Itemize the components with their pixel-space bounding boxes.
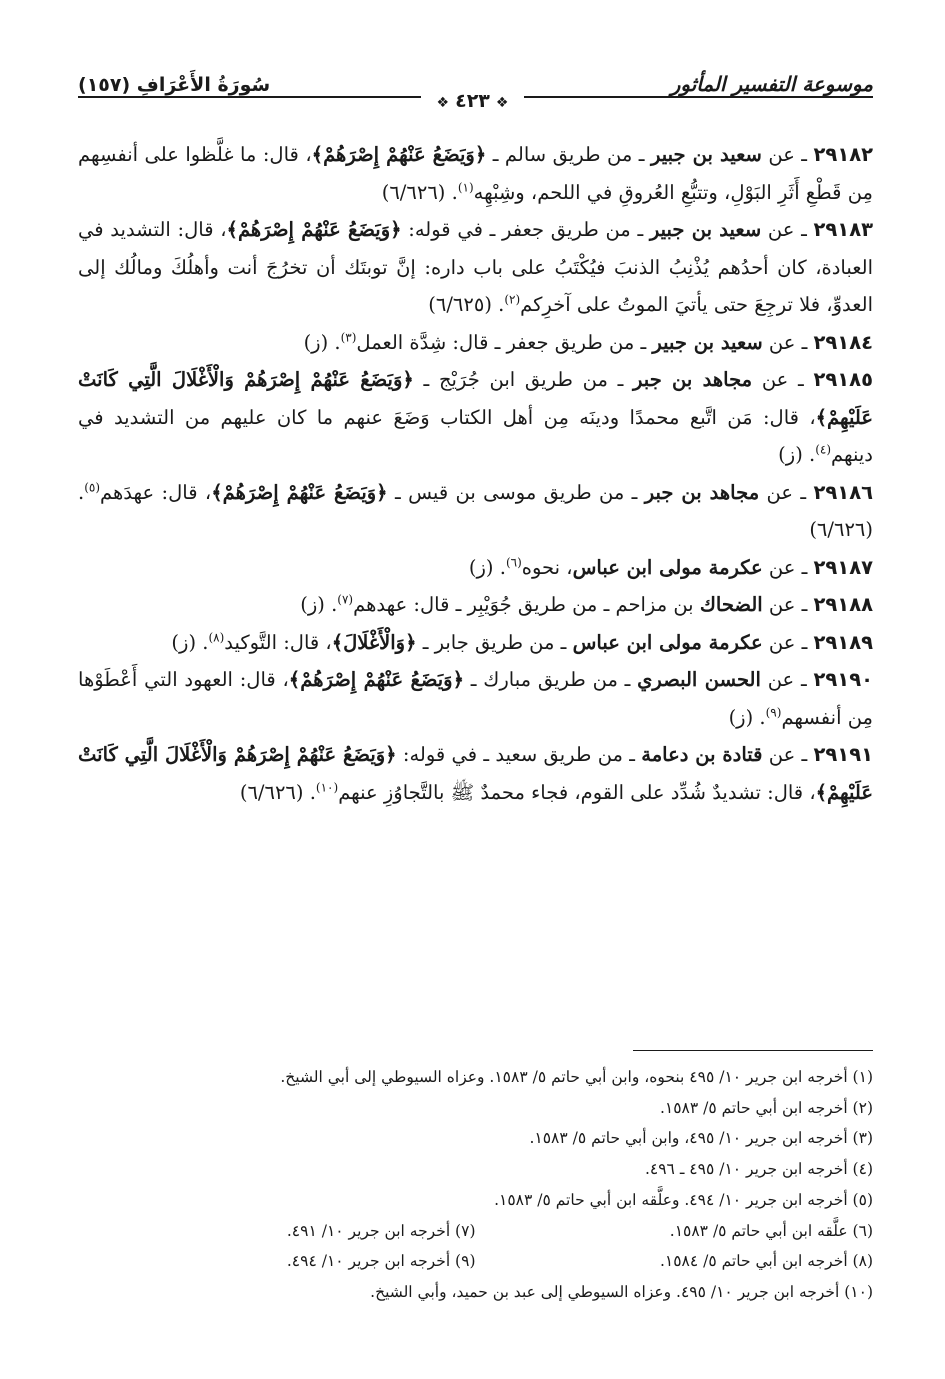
text-run: ـ من طريق ابن جُرَيْج ـ [413,368,634,391]
footnote-ref: (٥) [84,480,101,494]
narrator-name: قتادة بن دعامة [641,743,763,766]
footnote: (٨) أخرجه ابن أبي حاتم ٥/ ١٥٨٤. [659,1252,873,1271]
narration-number: ٢٩١٨٢ [813,143,874,166]
footnote: (٥) أخرجه ابن جرير ١٠/ ٤٩٤. وعلَّقه ابن أبي حاتم ٥/ ١٥٨٣. [494,1190,873,1209]
text-run: ـ عن [762,630,814,654]
narration-entry [78,361,873,474]
text-run: ، قال: عهدَهم [100,480,212,504]
text-run: ـ عن [760,668,814,691]
narrator-name: عكرمة مولى ابن عباس [572,630,763,654]
narration-entry [78,586,873,624]
footnote-ref: (٨) [208,630,225,644]
text-run: ، قال: مَن اتَّبع محمدًا ودينَه مِن أهل الكتاب وَضَعَ عنهم ما كان عليهم من التشديد في دينهم [78,405,873,466]
footnote: (١٠) أخرجه ابن جرير ١٠/ ٤٩٥. وعزاه السيوطي إلى عبد بن حميد، وأبي الشيخ. [370,1282,873,1301]
text-run: ـ من طريق سعيد ـ في قوله: [396,743,642,766]
narration-number: ٢٩١٩٠ [813,668,873,691]
reference-tag: . (٦/٦٢٥) [428,293,505,316]
narration-entry [78,474,873,549]
quran-quote: ﴿وَيَضَعُ عَنْهُمْ إِصْرَهُمْ وَالْأَغْلَالَ الَّتِي كَانَتْ عَلَيْهِمْ﴾ [78,368,873,429]
reference-tag: . (ز) [468,555,506,579]
narration-entry [78,211,873,324]
narrator-name: الحسن البصري [637,668,761,691]
quran-quote: ﴿وَيَضَعُ عَنْهُمْ إِصْرَهُمْ﴾ [211,480,388,504]
reference-tag: . (ز) [728,705,766,729]
quran-quote: ﴿وَيَضَعُ عَنْهُمْ إِصْرَهُمْ﴾ [226,218,402,241]
text-run: ، قال: العهود التي أَعْطَوْها مِن أنفسهم [78,668,873,729]
page-number [421,90,525,112]
narration-entry [78,624,873,662]
footnotes [78,1062,873,1308]
narration-entry [78,136,873,211]
text-run: ، قال: التَّوكيد [224,630,332,654]
narration-entry [78,549,873,587]
surah-title: سُورَةُ الأَعْرَافِ (١٥٧) [78,74,271,96]
text-run: ـ عن [752,368,814,391]
book-title: موسوعة التفسير المأثور [670,72,873,96]
reference-tag: . (ز) [300,593,338,616]
narration-entry [78,324,873,362]
footnote-ref: (٤) [815,442,832,457]
quran-quote: ﴿وَيَضَعُ عَنْهُمْ إِصْرَهُمْ﴾ [311,143,487,166]
reference-tag: . (ز) [171,630,209,654]
footnote-ref: (١٠) [315,780,339,794]
footnote-ref: (٧) [337,592,354,607]
text-run: ـ من طريق جعفر ـ قال: شِدَّة العمل [356,330,653,354]
reference-tag: . (٦/٦٢٦) [381,180,458,204]
narration-number: ٢٩١٨٦ [813,480,873,504]
text-run: ، نحوه [521,555,573,579]
text-run: ـ عن [761,218,814,241]
text-run: ـ عن [762,593,814,616]
quran-quote: ﴿وَيَضَعُ عَنْهُمْ إِصْرَهُمْ﴾ [288,668,465,691]
narration-number: ٢٩١٨٨ [813,593,873,616]
narration-number: ٢٩١٨٩ [813,630,873,654]
narration-number: ٢٩١٨٥ [813,368,873,391]
reference-tag: . (٦/٦٢٦) [239,780,316,804]
footnote-ref: (٩) [765,705,782,719]
narrator-name: عكرمة مولى ابن عباس [572,555,763,579]
reference-tag: . (ز) [303,330,341,354]
narration-entry [78,736,873,811]
text-run: ـ عن [762,555,814,579]
footnote-ref: (٢) [504,292,521,307]
page-number-wrap [0,90,945,112]
footnote-ref: (٦) [505,555,522,569]
reference-tag: . (ز) [778,443,816,466]
text-run: ـ من طريق جابر ـ [416,630,573,654]
text-run: ـ من طريق سالم ـ [486,143,652,166]
text-run: بن مزاحم ـ من طريق جُوَيْبِر ـ قال: عهدهم [353,593,700,616]
footnote: (٢) أخرجه ابن أبي حاتم ٥/ ١٥٨٣. [659,1098,873,1117]
footnote: (١) أخرجه ابن جرير ١٠/ ٤٩٥ بنحوه، وابن أبي حاتم ٥/ ١٥٨٣. وعزاه السيوطي إلى أبي الشيخ. [280,1068,873,1086]
text-run: ـ من طريق مبارك ـ [464,668,638,691]
narration-number: ٢٩١٨٣ [813,218,873,241]
footnote-row [78,1216,873,1247]
quran-quote: ﴿وَيَضَعُ عَنْهُمْ إِصْرَهُمْ وَالْأَغْلَالَ الَّتِي كَانَتْ عَلَيْهِمْ﴾ [78,743,873,804]
text-run: ، قال: تشديدٌ شُدِّد على القوم، فجاء محمدٌ ﷺ بالتَّجاوُزِ عنهم [338,780,816,804]
narrator-name: مجاهد بن جبر [633,368,753,391]
footnote: (٣) أخرجه ابن جرير ١٠/ ٤٩٥، وابن أبي حاتم ٥/ ١٥٨٣. [529,1129,873,1148]
narrator-name: سعيد بن جبير [649,218,762,241]
footnote: (٦) علَّقه ابن أبي حاتم ٥/ ١٥٨٣. [669,1221,873,1240]
narrator-name: سعيد بن جبير [652,330,763,354]
text-run: ، قال: التشديد في العبادة، كان أحدُهم يُذْنِبُ الذنبَ فيُكْتَبُ على باب داره: إنَّ توبتَك أن تخرُجَ أنت وأهلُكَ ومالُك إلى العدوِّ، فلا ترجِعَ حتى يأتيَ الموتُ على آخرِكم [78,218,873,316]
reference-tag: . (٦/٦٢٦) [78,480,873,541]
footnote: (٩) أخرجه ابن جرير ١٠/ ٤٩٤. [286,1252,476,1271]
narration-number: ٢٩١٨٧ [813,555,873,579]
quran-quote: ﴿وَالْأَغْلَالَ﴾ [331,630,417,654]
text-run: ـ عن [761,143,814,166]
text-run: ـ من طريق جعفر ـ في قوله: [401,218,650,241]
ornament-right-icon: ❖ [495,95,509,111]
footnote-row [78,1246,873,1277]
text-run: ـ عن [762,330,814,354]
footnote-ref: (٣) [340,330,357,344]
narrator-name: مجاهد بن جبر [644,480,760,504]
footnote: (٧) أخرجه ابن جرير ١٠/ ٤٩١. [286,1221,476,1240]
ornament-left-icon: ❖ [436,95,450,111]
text-run: ـ من طريق موسى بن قيس ـ [387,480,645,504]
narration-number: ٢٩١٨٤ [813,330,873,354]
footnote: (٤) أخرجه ابن جرير ١٠/ ٤٩٥ ـ ٤٩٦. [644,1160,873,1179]
text-run: ـ عن [762,743,814,766]
footnote-ref: (١) [457,180,474,194]
footnote-separator [633,1050,873,1051]
narrator-name: سعيد بن جبير [651,143,762,166]
narration-number: ٢٩١٩١ [813,743,873,766]
text-run: ، قال: ما غلَّظوا على أنفسِهم مِن قَطْعِ أَثَرِ البَوْلِ، وتتبُّعِ العُروقِ في اللحم، وشِبْهِه [78,143,873,204]
page-number-text: ٤٢٣ [455,90,490,112]
main-text [78,136,873,811]
text-run: ـ عن [759,480,814,504]
narrator-name: الضحاك [699,593,763,616]
narration-entry [78,661,873,736]
